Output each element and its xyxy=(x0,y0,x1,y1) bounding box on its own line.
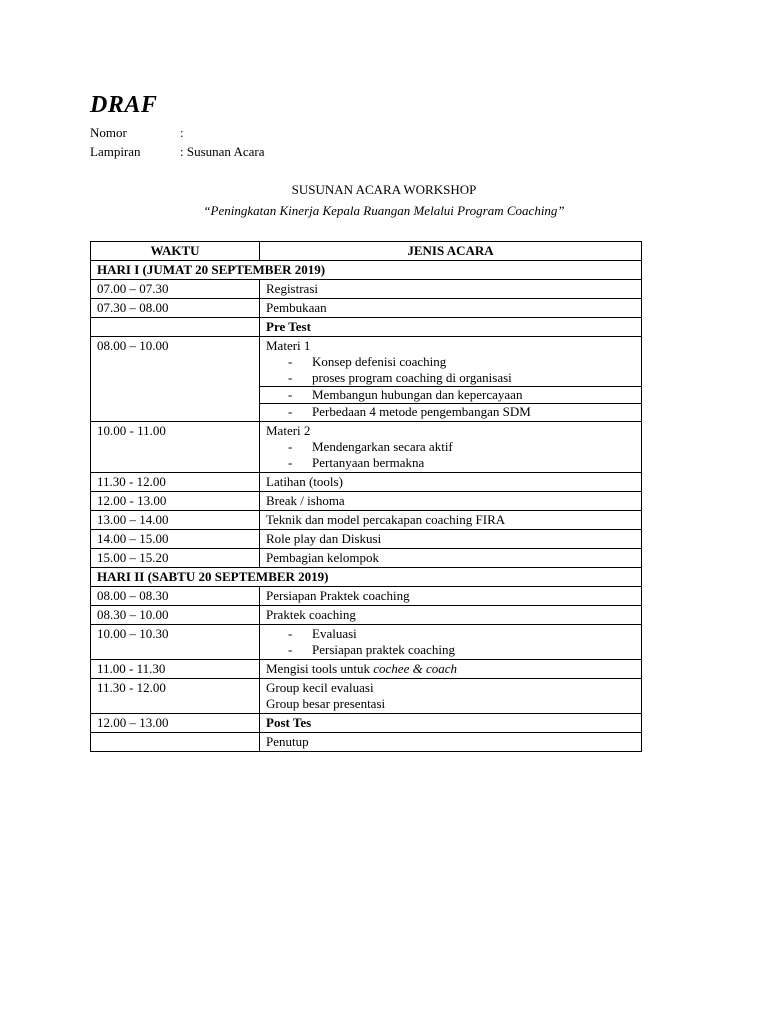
event-cell xyxy=(260,422,642,473)
time-cell: 12.00 - 13.00 xyxy=(91,492,260,511)
event-cell xyxy=(260,337,642,422)
event-text: Mengisi tools untuk xyxy=(266,661,374,676)
time-cell: 11.30 - 12.00 xyxy=(91,679,260,714)
table-row xyxy=(91,530,642,549)
schedule-table xyxy=(90,241,642,752)
table-row xyxy=(91,733,642,752)
table-row xyxy=(91,337,642,422)
event-cell xyxy=(260,679,642,714)
event-cell: Pembukaan xyxy=(260,299,642,318)
list-item: - Pertanyaan bermakna xyxy=(288,455,425,470)
draft-title: DRAF xyxy=(90,92,158,118)
time-cell xyxy=(91,318,260,337)
event-cell: Praktek coaching xyxy=(260,606,642,625)
nomor-label: Nomor xyxy=(90,125,127,140)
time-cell: 10.00 – 10.30 xyxy=(91,625,260,660)
time-cell: 11.30 - 12.00 xyxy=(91,473,260,492)
time-cell: 10.00 - 11.00 xyxy=(91,422,260,473)
header-jenis-acara: JENIS ACARA xyxy=(260,242,642,261)
topic-divider xyxy=(260,403,641,420)
time-cell: 14.00 – 15.00 xyxy=(91,530,260,549)
event-cell: Latihan (tools) xyxy=(260,473,642,492)
table-header-row xyxy=(91,242,642,261)
list-item: - Mendengarkan secara aktif xyxy=(288,439,453,454)
table-row xyxy=(91,679,642,714)
event-cell: Pembagian kelompok xyxy=(260,549,642,568)
table-row xyxy=(91,473,642,492)
lampiran-label: Lampiran xyxy=(90,144,141,159)
day-row-1 xyxy=(91,261,642,280)
table-row xyxy=(91,660,642,679)
event-line: Group kecil evaluasi xyxy=(266,680,374,695)
table-row xyxy=(91,587,642,606)
event-cell: Registrasi xyxy=(260,280,642,299)
time-cell: 07.00 – 07.30 xyxy=(91,280,260,299)
lampiran-line xyxy=(90,144,264,160)
table-row xyxy=(91,714,642,733)
event-cell: Teknik dan model percakapan coaching FIRA xyxy=(260,511,642,530)
time-cell: 15.00 – 15.20 xyxy=(91,549,260,568)
list-item: - Persiapan praktek coaching xyxy=(288,642,455,657)
event-cell: Pre Test xyxy=(260,318,642,337)
document-title: SUSUNAN ACARA WORKSHOP xyxy=(291,182,477,197)
topic-list xyxy=(266,626,635,658)
list-item: - Evaluasi xyxy=(288,626,357,641)
time-cell xyxy=(91,733,260,752)
event-cell xyxy=(260,660,642,679)
topic-list xyxy=(266,354,635,386)
header-waktu: WAKTU xyxy=(91,242,260,261)
day-row-2 xyxy=(91,568,642,587)
table-row xyxy=(91,492,642,511)
event-cell: Post Tes xyxy=(260,714,642,733)
document-subtitle: “Peningkatan Kinerja Kepala Ruangan Melalui Program Coaching” xyxy=(203,203,565,218)
event-line: Group besar presentasi xyxy=(266,696,386,711)
table-row xyxy=(91,299,642,318)
event-cell: Role play dan Diskusi xyxy=(260,530,642,549)
time-cell: 07.30 – 08.00 xyxy=(91,299,260,318)
time-cell: 08.00 – 08.30 xyxy=(91,587,260,606)
time-cell: 12.00 – 13.00 xyxy=(91,714,260,733)
event-cell: Penutup xyxy=(260,733,642,752)
table-row xyxy=(91,422,642,473)
event-cell xyxy=(260,625,642,660)
list-item: - proses program coaching di organisasi xyxy=(288,370,512,385)
table-row xyxy=(91,606,642,625)
time-cell: 13.00 – 14.00 xyxy=(91,511,260,530)
list-item: - Konsep defenisi coaching xyxy=(288,354,447,369)
event-text-italic: cochee & coach xyxy=(373,661,457,676)
topic-divider xyxy=(260,386,641,403)
table-row xyxy=(91,549,642,568)
time-cell: 11.00 - 11.30 xyxy=(91,660,260,679)
day-2-label: HARI II (SABTU 20 SEPTEMBER 2019) xyxy=(91,568,642,587)
day-1-label: HARI I (JUMAT 20 SEPTEMBER 2019) xyxy=(91,261,642,280)
table-row xyxy=(91,511,642,530)
event-heading: Materi 2 xyxy=(266,423,311,438)
time-cell: 08.00 – 10.00 xyxy=(91,337,260,422)
table-row xyxy=(91,280,642,299)
list-item: - Membangun hubungan dan kepercayaan xyxy=(288,387,523,402)
nomor-value: : xyxy=(180,125,184,140)
event-cell: Persiapan Praktek coaching xyxy=(260,587,642,606)
topic-list xyxy=(266,439,635,471)
table-row xyxy=(91,625,642,660)
event-heading: Materi 1 xyxy=(266,338,311,353)
time-cell: 08.30 – 10.00 xyxy=(91,606,260,625)
nomor-line xyxy=(90,125,184,141)
event-cell: Break / ishoma xyxy=(260,492,642,511)
lampiran-value: : Susunan Acara xyxy=(180,144,265,159)
list-item: - Perbedaan 4 metode pengembangan SDM xyxy=(288,404,531,419)
topic-list xyxy=(266,404,635,420)
topic-list xyxy=(266,387,635,403)
table-row xyxy=(91,318,642,337)
